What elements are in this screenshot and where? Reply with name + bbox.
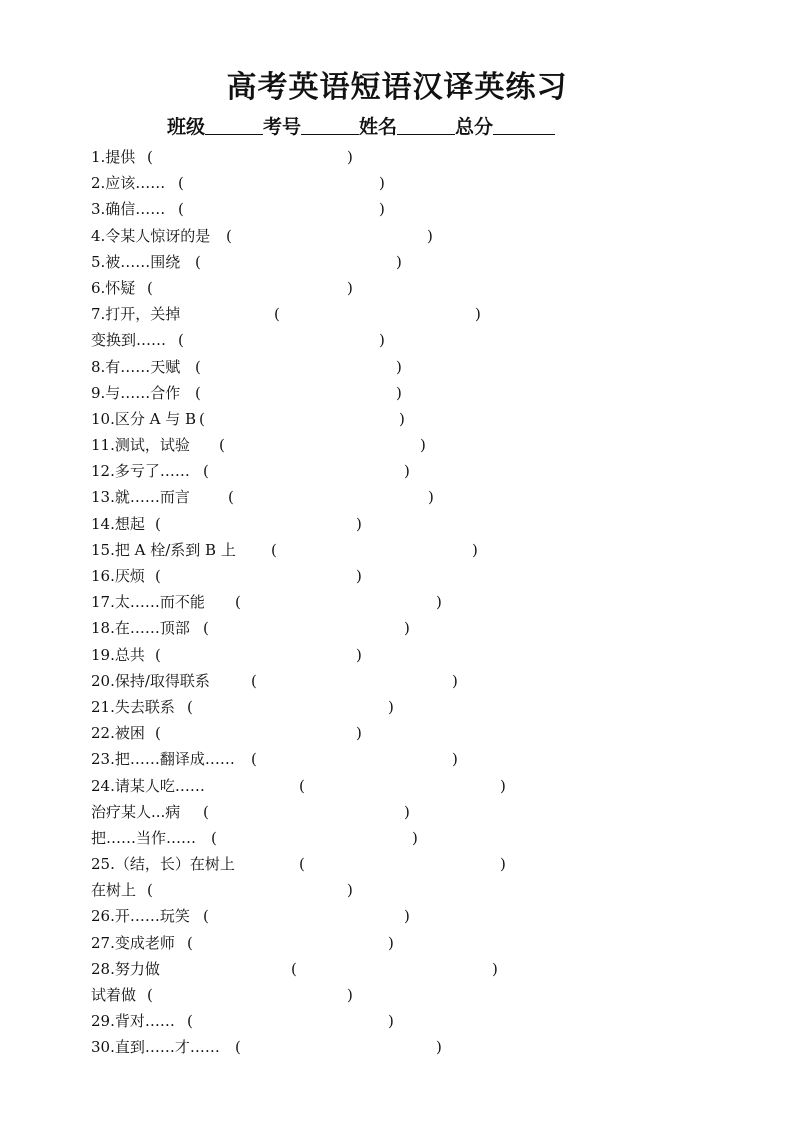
info-blank-line[interactable]	[205, 116, 263, 135]
answer-close-paren: )	[347, 148, 353, 166]
exercise-prompt: 把……当作……	[91, 828, 197, 847]
info-blank-line[interactable]	[397, 116, 455, 135]
exercise-prompt: 在树上	[91, 881, 137, 900]
exercise-prompt: 变换到……	[91, 331, 167, 350]
answer-close-paren: )	[356, 645, 362, 664]
info-label: 姓名	[359, 116, 398, 138]
answer-open-paren: (	[299, 776, 305, 795]
answer-open-paren: (	[147, 986, 153, 1004]
answer-close-paren: )	[396, 357, 402, 376]
exercise-prompt: 13.就……而言	[91, 488, 190, 507]
answer-close-paren: )	[404, 907, 410, 926]
answer-open-paren: (	[251, 750, 257, 769]
exercise-prompt: 6.怀疑	[91, 278, 136, 297]
answer-close-paren: )	[436, 1038, 442, 1057]
exercise-prompt: 2.应该……	[91, 174, 166, 193]
answer-open-paren: (	[178, 331, 184, 350]
answer-open-paren: (	[187, 933, 193, 952]
answer-close-paren: )	[412, 828, 418, 847]
answer-open-paren: (	[203, 907, 209, 926]
answer-close-paren: )	[404, 802, 410, 821]
student-info-row	[167, 112, 555, 139]
answer-open-paren: (	[271, 540, 277, 559]
answer-open-paren: (	[251, 671, 257, 690]
exercise-prompt: 试着做	[91, 986, 137, 1004]
answer-close-paren: )	[388, 933, 394, 952]
exercise-prompt: 29.背对……	[91, 1012, 175, 1031]
info-blank-line[interactable]	[301, 116, 359, 135]
answer-close-paren: )	[396, 252, 402, 271]
answer-open-paren: (	[178, 200, 184, 219]
answer-close-paren: )	[436, 593, 442, 612]
exercise-prompt: 28.努力做	[91, 959, 160, 978]
answer-open-paren: (	[211, 828, 217, 847]
answer-close-paren: )	[404, 462, 410, 481]
answer-close-paren: )	[452, 671, 458, 690]
answer-close-paren: )	[500, 776, 506, 795]
answer-close-paren: )	[347, 881, 353, 900]
answer-close-paren: )	[356, 514, 362, 533]
answer-open-paren: (	[147, 278, 153, 297]
exercise-prompt: 17.太……而不能	[91, 593, 205, 612]
answer-open-paren: (	[235, 593, 241, 612]
answer-open-paren: (	[299, 855, 305, 874]
answer-open-paren: (	[203, 802, 209, 821]
answer-close-paren: )	[475, 305, 481, 324]
answer-close-paren: )	[399, 409, 405, 428]
info-label: 考号	[263, 116, 302, 138]
exercise-prompt: 22.被困	[91, 724, 145, 743]
answer-open-paren: (	[155, 567, 161, 585]
answer-close-paren: )	[420, 436, 426, 455]
answer-close-paren: )	[356, 567, 362, 585]
info-field	[455, 112, 555, 139]
answer-open-paren: (	[147, 148, 153, 166]
answer-open-paren: (	[155, 724, 161, 743]
answer-open-paren: (	[235, 1038, 241, 1057]
answer-close-paren: )	[500, 855, 506, 874]
exercise-prompt: 27.变成老师	[91, 933, 175, 952]
exercise-prompt: 7.打开，关掉	[91, 305, 181, 324]
answer-open-paren: (	[195, 252, 201, 271]
exercise-prompt: 21.失去联系	[91, 697, 175, 716]
exercise-prompt: 9.与……合作	[91, 383, 181, 402]
info-label: 班级	[167, 116, 206, 138]
exercise-prompt: 12.多亏了……	[91, 462, 190, 481]
answer-open-paren: (	[147, 881, 153, 900]
exercise-prompt: 30.直到……才……	[91, 1038, 220, 1057]
answer-open-paren: (	[187, 697, 193, 716]
answer-close-paren: )	[388, 697, 394, 716]
exercise-prompt: 1.提供	[91, 148, 136, 166]
exercise-prompt: 5.被……围绕	[91, 252, 181, 271]
exercise-prompt: 18.在……顶部	[91, 619, 190, 638]
answer-close-paren: )	[379, 331, 385, 350]
info-field	[167, 112, 263, 139]
exercise-prompt: 8.有……天赋	[91, 357, 181, 376]
answer-open-paren: (	[291, 959, 297, 978]
answer-open-paren: (	[228, 488, 234, 507]
answer-open-paren: (	[155, 645, 161, 664]
answer-open-paren: (	[187, 1012, 193, 1031]
info-field	[359, 112, 455, 139]
exercise-prompt: 16.厌烦	[91, 567, 145, 585]
info-label: 总分	[455, 116, 494, 138]
answer-open-paren: (	[203, 462, 209, 481]
exercise-prompt: 19.总共	[91, 645, 145, 664]
answer-open-paren: (	[195, 357, 201, 376]
exercise-prompt: 14.想起	[91, 514, 145, 533]
answer-close-paren: )	[347, 278, 353, 297]
answer-open-paren: (	[195, 383, 201, 402]
exercise-prompt: 11.测试，试验	[91, 436, 190, 455]
answer-close-paren: )	[356, 724, 362, 743]
info-blank-line[interactable]	[493, 116, 555, 135]
exercise-prompt: 23.把……翻译成……	[91, 750, 235, 769]
exercise-prompt: 3.确信……	[91, 200, 166, 219]
answer-close-paren: )	[428, 488, 434, 507]
answer-close-paren: )	[379, 200, 385, 219]
answer-close-paren: )	[427, 226, 433, 245]
exercise-prompt: 26.开……玩笑	[91, 907, 190, 926]
info-field	[263, 112, 359, 139]
worksheet-title: 高考英语短语汉译英练习	[226, 70, 568, 105]
exercise-prompt: 10.区分 A 与 B	[91, 409, 197, 428]
exercise-prompt: 4.令某人惊讶的是	[91, 226, 211, 245]
answer-open-paren: (	[226, 226, 232, 245]
answer-close-paren: )	[347, 986, 353, 1004]
answer-open-paren: (	[178, 174, 184, 193]
exercise-prompt: 治疗某人...病	[91, 802, 181, 821]
exercise-prompt: 20.保持/取得联系	[91, 671, 210, 690]
answer-close-paren: )	[452, 750, 458, 769]
exercise-prompt: 25.（结，长）在树上	[91, 855, 235, 874]
answer-close-paren: )	[388, 1012, 394, 1031]
answer-open-paren: (	[155, 514, 161, 533]
answer-close-paren: )	[379, 174, 385, 193]
answer-close-paren: )	[472, 540, 478, 559]
answer-close-paren: )	[404, 619, 410, 638]
exercise-prompt: 15.把 A 栓/系到 B 上	[91, 540, 236, 559]
answer-close-paren: )	[492, 959, 498, 978]
answer-open-paren: (	[219, 436, 225, 455]
answer-open-paren: (	[199, 409, 205, 428]
answer-close-paren: )	[396, 383, 402, 402]
answer-open-paren: (	[203, 619, 209, 638]
exercise-prompt: 24.请某人吃……	[91, 776, 205, 795]
answer-open-paren: (	[274, 305, 280, 324]
